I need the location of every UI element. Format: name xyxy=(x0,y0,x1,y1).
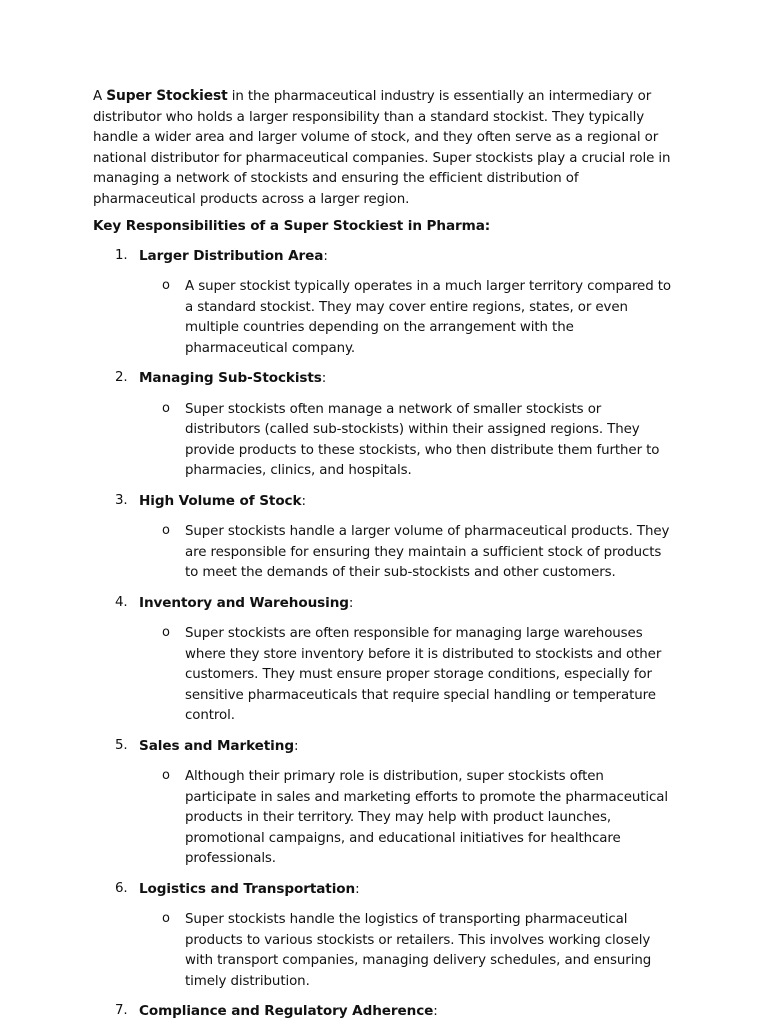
item-title-line xyxy=(93,368,678,390)
intro-prefix: A xyxy=(93,89,107,104)
item-detail: Super stockists handle the logistics of transporting pharmaceutical products to various stockists or retailers. This involves working closely with transport companies, managing delivery schedules, and ensuring timely distribution. xyxy=(185,912,652,989)
item-detail: A super stockist typically operates in a much larger territory compared to a standard stockist. They may cover entire regions, states, or even multiple countries depending on the arrangement with the pharmaceutical company. xyxy=(185,279,671,356)
item-title-line xyxy=(93,1001,678,1023)
intro-term: Super Stockiest xyxy=(106,88,228,104)
list-item xyxy=(93,593,678,727)
hollow-bullet-icon: o xyxy=(162,400,170,416)
item-number: 4. xyxy=(115,594,128,610)
intro-paragraph xyxy=(93,86,678,210)
item-number: 1. xyxy=(115,247,128,263)
responsibilities-list xyxy=(93,246,678,1023)
item-title: Inventory and Warehousing xyxy=(139,594,349,611)
hollow-bullet-icon: o xyxy=(162,911,170,926)
item-title: Managing Sub-Stockists xyxy=(139,370,322,386)
item-title-line xyxy=(93,593,678,615)
sub-list-item xyxy=(93,767,678,870)
sub-list-item xyxy=(93,910,678,992)
item-title-line xyxy=(93,879,678,901)
item-number: 3. xyxy=(115,492,128,508)
item-title: High Volume of Stock xyxy=(139,492,302,509)
item-title-suffix: : xyxy=(301,493,306,509)
document-page xyxy=(93,86,678,1032)
item-title-line xyxy=(93,491,678,513)
item-sub-list xyxy=(93,767,678,870)
item-number: 7. xyxy=(115,1003,128,1018)
item-number: 5. xyxy=(115,737,128,753)
list-item xyxy=(93,246,678,360)
item-detail: Super stockists handle a larger volume of pharmaceutical products. They are responsible for ensuring they maintain a sufficient stock of products to meet the demands of their sub-stockists and other customers. xyxy=(185,524,670,580)
item-title-line xyxy=(93,246,678,268)
section-heading: Key Responsibilities of a Super Stockiest in Pharma: xyxy=(93,218,491,234)
item-number: 6. xyxy=(115,880,128,896)
hollow-bullet-icon: o xyxy=(162,625,170,640)
list-item xyxy=(93,736,678,870)
list-item xyxy=(93,879,678,993)
sub-list-item xyxy=(93,400,678,482)
list-item xyxy=(93,368,678,482)
item-title-suffix: : xyxy=(293,738,299,754)
item-detail: Super stockists are often responsible for managing large warehouses where they store inventory before it is distributed to stockists and other customers. They must ensure proper storage conditions, especially for sensitive pharmaceuticals that require special handling or temperature control. xyxy=(185,626,662,723)
item-title: Sales and Marketing xyxy=(139,737,294,754)
item-title-suffix: : xyxy=(433,1004,438,1019)
item-title-suffix: : xyxy=(355,881,360,897)
hollow-bullet-icon: o xyxy=(162,768,170,783)
item-number: 2. xyxy=(115,370,128,385)
list-item xyxy=(93,491,678,584)
item-title-suffix: : xyxy=(348,595,354,611)
hollow-bullet-icon: o xyxy=(162,523,170,538)
item-sub-list xyxy=(93,624,678,727)
list-item xyxy=(93,1001,678,1023)
hollow-bullet-icon: o xyxy=(162,278,170,293)
sub-list-item xyxy=(93,277,678,359)
item-title-suffix: : xyxy=(323,248,328,264)
intro-text: in the pharmaceutical industry is essentially an intermediary or distributor who holds a larger responsibility than a standard stockist. They typically handle a wider area and larger volume of stock, and they often serve as a regional or national distributor for pharmaceutical companies. Super stockists play a crucial role in managing a network of stockists and ensuring the efficient distribution of pharmaceutical products across a larger region. xyxy=(93,89,671,207)
sub-list-item xyxy=(93,522,678,584)
item-title-line xyxy=(93,736,678,758)
item-title-suffix: : xyxy=(321,371,327,386)
item-title: Compliance and Regulatory Adherence xyxy=(139,1003,434,1019)
item-sub-list xyxy=(93,910,678,992)
item-sub-list xyxy=(93,400,678,482)
item-title: Logistics and Transportation xyxy=(139,880,356,897)
item-sub-list xyxy=(93,522,678,584)
item-sub-list xyxy=(93,277,678,359)
item-detail: Although their primary role is distribution, super stockists often participate in sales and marketing efforts to promote the pharmaceutical products in their territory. They may help with product launches, promotional campaigns, and educational initiatives for healthcare professionals. xyxy=(185,769,669,866)
item-title: Larger Distribution Area xyxy=(139,247,324,264)
item-detail: Super stockists often manage a network of smaller stockists or distributors (called sub-stockists) within their assigned regions. They provide products to these stockists, who then distribute them further to pharmacies, clinics, and hospitals. xyxy=(185,401,660,478)
sub-list-item xyxy=(93,624,678,727)
